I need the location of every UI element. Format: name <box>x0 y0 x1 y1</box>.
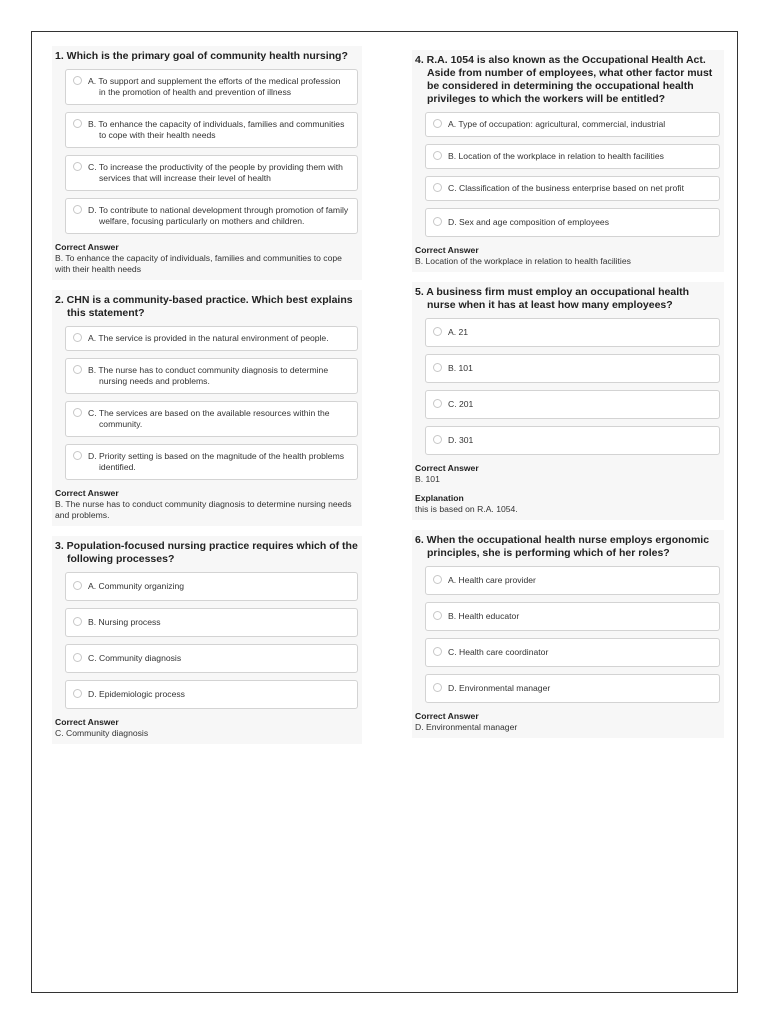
question-text: 6. When the occupational health nurse employs ergonomic principles, she is performing which of her roles? <box>415 534 710 559</box>
question-card-4 <box>412 50 724 272</box>
radio-icon[interactable] <box>433 683 442 692</box>
question-text: 2. CHN is a community-based practice. Which best explains this statement? <box>55 294 353 319</box>
correct-answer-text: B. Location of the workplace in relation to health facilities <box>415 256 631 266</box>
question-card-6 <box>412 530 724 738</box>
correct-answer-label: Correct Answer <box>415 245 479 255</box>
correct-answer-text: B. 101 <box>415 474 440 484</box>
question-card-1 <box>52 46 362 280</box>
correct-answer-text: C. Community diagnosis <box>55 728 149 738</box>
radio-icon[interactable] <box>73 76 82 85</box>
radio-icon[interactable] <box>433 611 442 620</box>
option-a[interactable]: A. The service is provided in the natural environment of people. <box>65 326 358 351</box>
option-d[interactable]: D. Sex and age composition of employees <box>425 208 720 237</box>
radio-icon[interactable] <box>73 689 82 698</box>
option-c[interactable]: C. Classification of the business enterprise based on net profit <box>425 176 720 201</box>
option-b[interactable]: B. Nursing process <box>65 608 358 637</box>
radio-icon[interactable] <box>433 435 442 444</box>
question-text: 3. Population-focused nursing practice requires which of the following processes? <box>55 540 358 565</box>
correct-answer-label: Correct Answer <box>415 711 479 721</box>
radio-icon[interactable] <box>433 151 442 160</box>
right-column <box>412 50 724 748</box>
question-card-3 <box>52 536 362 744</box>
radio-icon[interactable] <box>433 399 442 408</box>
correct-answer-text: B. To enhance the capacity of individuals, families and communities to cope with their health needs <box>55 253 342 274</box>
question-text: 4. R.A. 1054 is also known as the Occupational Health Act. Aside from number of employees, what other factor must be considered in determining the occupational health privileges to which the workers will be entitled? <box>415 54 713 105</box>
option-b[interactable]: B. Health educator <box>425 602 720 631</box>
radio-icon[interactable] <box>73 451 82 460</box>
correct-answer-label: Correct Answer <box>55 488 119 498</box>
correct-answer-text: D. Environmental manager <box>415 722 518 732</box>
radio-icon[interactable] <box>73 581 82 590</box>
radio-icon[interactable] <box>433 327 442 336</box>
option-a[interactable]: A. Type of occupation: agricultural, commercial, industrial <box>425 112 720 137</box>
question-text: 1. Which is the primary goal of community health nursing? <box>55 50 348 62</box>
option-b[interactable]: B. The nurse has to conduct community diagnosis to determine nursing needs and problems. <box>65 358 358 394</box>
option-c[interactable]: C. Community diagnosis <box>65 644 358 673</box>
radio-icon[interactable] <box>433 575 442 584</box>
question-card-5 <box>412 282 724 520</box>
option-c[interactable]: C. To increase the productivity of the people by providing them with services that will increase their level of health <box>65 155 358 191</box>
explanation-text: this is based on R.A. 1054. <box>415 504 518 514</box>
radio-icon[interactable] <box>433 119 442 128</box>
radio-icon[interactable] <box>433 647 442 656</box>
radio-icon[interactable] <box>73 617 82 626</box>
radio-icon[interactable] <box>73 205 82 214</box>
radio-icon[interactable] <box>433 217 442 226</box>
radio-icon[interactable] <box>73 333 82 342</box>
radio-icon[interactable] <box>73 408 82 417</box>
explanation-label: Explanation <box>415 493 464 503</box>
correct-answer-label: Correct Answer <box>415 463 479 473</box>
option-b[interactable]: B. Location of the workplace in relation to health facilities <box>425 144 720 169</box>
radio-icon[interactable] <box>433 183 442 192</box>
radio-icon[interactable] <box>433 363 442 372</box>
option-d[interactable]: D. To contribute to national development through promotion of family welfare, focusing particularly on mothers and children. <box>65 198 358 234</box>
option-a[interactable]: A. Health care provider <box>425 566 720 595</box>
left-column <box>52 46 362 754</box>
option-b[interactable]: B. 101 <box>425 354 720 383</box>
radio-icon[interactable] <box>73 119 82 128</box>
radio-icon[interactable] <box>73 365 82 374</box>
correct-answer-label: Correct Answer <box>55 717 119 727</box>
correct-answer-text: B. The nurse has to conduct community diagnosis to determine nursing needs and problems. <box>55 499 352 520</box>
option-a[interactable]: A. To support and supplement the efforts of the medical profession in the promotion of health and prevention of illness <box>65 69 358 105</box>
option-c[interactable]: C. Health care coordinator <box>425 638 720 667</box>
correct-answer-label: Correct Answer <box>55 242 119 252</box>
option-d[interactable]: D. Environmental manager <box>425 674 720 703</box>
option-c[interactable]: C. The services are based on the available resources within the community. <box>65 401 358 437</box>
option-d[interactable]: D. Epidemiologic process <box>65 680 358 709</box>
option-a[interactable]: A. Community organizing <box>65 572 358 601</box>
question-card-2 <box>52 290 362 526</box>
option-b[interactable]: B. To enhance the capacity of individuals, families and communities to cope with their health needs <box>65 112 358 148</box>
question-text: 5. A business firm must employ an occupational health nurse when it has at least how many employees? <box>415 286 690 311</box>
option-c[interactable]: C. 201 <box>425 390 720 419</box>
option-d[interactable]: D. Priority setting is based on the magnitude of the health problems identified. <box>65 444 358 480</box>
radio-icon[interactable] <box>73 653 82 662</box>
option-a[interactable]: A. 21 <box>425 318 720 347</box>
radio-icon[interactable] <box>73 162 82 171</box>
option-d[interactable]: D. 301 <box>425 426 720 455</box>
